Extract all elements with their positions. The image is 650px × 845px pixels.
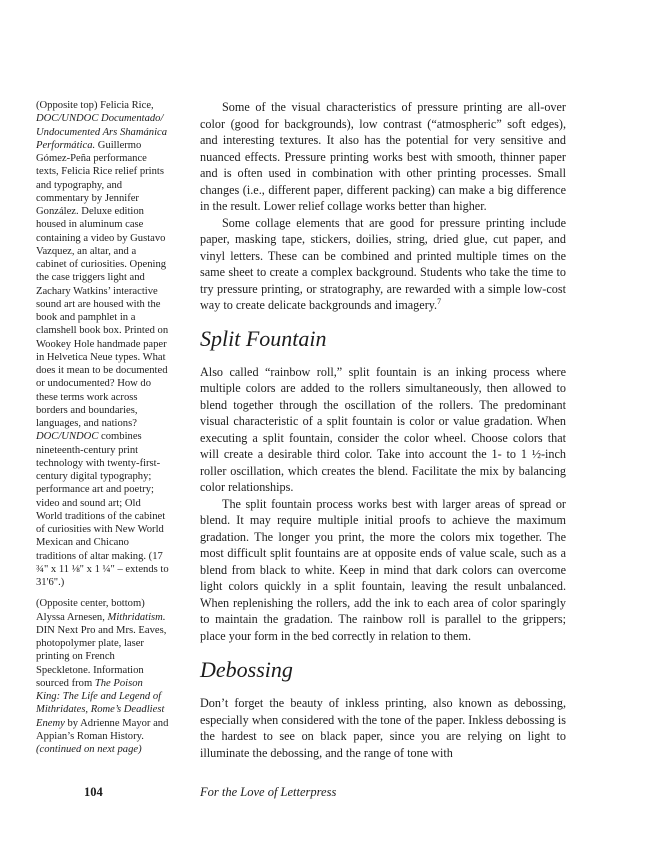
body-paragraph: Don’t forget the beauty of inkless printing, also known as debossing, especially when considered with the tone of the paper. Inkless debossing is the hardest to see on black paper, since you are relying on light to illuminate the debossing, and the range of tone with (200, 696, 566, 760)
sidebar-captions (36, 99, 169, 756)
caption-opposite-center-bottom (36, 597, 169, 756)
body-paragraph: The split fountain process works best with larger areas of spread or blend. It may require multiple initial proofs to achieve the maximum gradation. The longer you print, the more the colors mix together. The most difficult split fountains are at opposite ends of value scale, such as a blend from black to white. Keep in mind that dark colors can overcome light colors quickly in a split fountain, leaving the result unbalanced. When replenishing the rollers, add the ink to each area of color sparingly to maintain the gradation. The rainbow roll is parallel to the grippers; place your form in the bed correctly in relation to them. (200, 496, 566, 643)
running-footer-title: For the Love of Letterpress (200, 785, 337, 799)
caption-opposite-top (36, 99, 169, 589)
body-paragraph: Some of the visual characteristics of pressure printing are all-over color (good for backgrounds), low contrast (“atmospheric” soft edges), and interesting textures. It also has the potential for very sensitive and nuanced effects. Pressure printing works best with smooth, thinner paper and is often used in combination with other printing processes. Small changes (i.e., different paper, different packing) can make a big difference in the result. Lower relief collage works better than higher. (200, 100, 566, 213)
section-heading-split-fountain: Split Fountain (200, 325, 327, 351)
section-heading-debossing: Debossing (200, 657, 293, 682)
caption-work-title: DOC/UNDOC (36, 431, 99, 443)
caption-body: Guillermo Gómez-Peña performance texts, Felicia Rice relief prints and typography, and commentary by Jennifer González. Deluxe edition housed in aluminum case containing a video by Gustavo Vazquez, an altar, and a cabinet of curiosities. Opening the case triggers light and Zachary Watkins’ interactive sound art are housed with the book and pamphlet in a clamshell book box. Printed on Wookey Hole handmade paper in Helvetica Neue types. What does it mean to be documented or undocumented? How do these terms work across borders and boundaries, languages, and nations? (36, 139, 169, 429)
body-paragraph (200, 215, 566, 314)
footnote-marker: 7 (437, 296, 442, 306)
main-text-column (200, 99, 566, 761)
body-paragraph-text: Some collage elements that are good for pressure printing include paper, masking tape, stickers, doilies, string, dried glue, cut paper, and vinyl letters. These can be combined and printed multiple times on the same sheet to create a complex background. Students who take the time to try pressure printing, or stratography, are rewarded with a simple low-cost way to create delicate backgrounds and imagery. (200, 215, 566, 312)
caption-lead: (Opposite center, bottom) Alyssa Arnesen, (36, 598, 145, 623)
caption-lead: (Opposite top) Felicia Rice, (36, 100, 154, 111)
caption-body: by Adrienne Mayor and Appian’s Roman History. (36, 717, 169, 742)
caption-work-title: Mithridatism. (107, 611, 166, 623)
caption-body: combines nineteenth-century print technology with twenty-first-century digital typography; performance art and poetry; video and sound art; Old World traditions of the cabinet of curiosities with New World Mexican and Chicano traditions of altar making. (17 ¾" x 11 ⅛" x 1 ¼" – extends to 31'6".) (36, 431, 169, 588)
caption-continued-note: (continued on next page) (36, 744, 142, 755)
caption-body: DIN Next Pro and Mrs. Eaves, photopolymer plate, laser printing on French Speckletone. Information sourced from (36, 624, 167, 689)
page-number: 104 (84, 785, 103, 799)
caption-work-title: DOC/UNDOC Documentado/ Undocumented Ars Shamánica Performática. (36, 113, 168, 151)
caption-source-title: The Poison King: The Life and Legend of Mithridates, Rome’s Deadliest Enemy (36, 677, 165, 729)
body-paragraph: Also called “rainbow roll,” split fountain is an inking process where multiple colors are added to the rollers simultaneously, then allowed to blend together through the oscillation of the rollers. The predominant visual characteristic of a split fountain is color or value gradation. When executing a split fountain, consider the color wheel. Choose colors that will create a desirable third color. Take into account the 1- to 1 ½-inch roller oscillation, which creates the blend. Facilitate the mix by balancing color relationships. (200, 364, 566, 494)
